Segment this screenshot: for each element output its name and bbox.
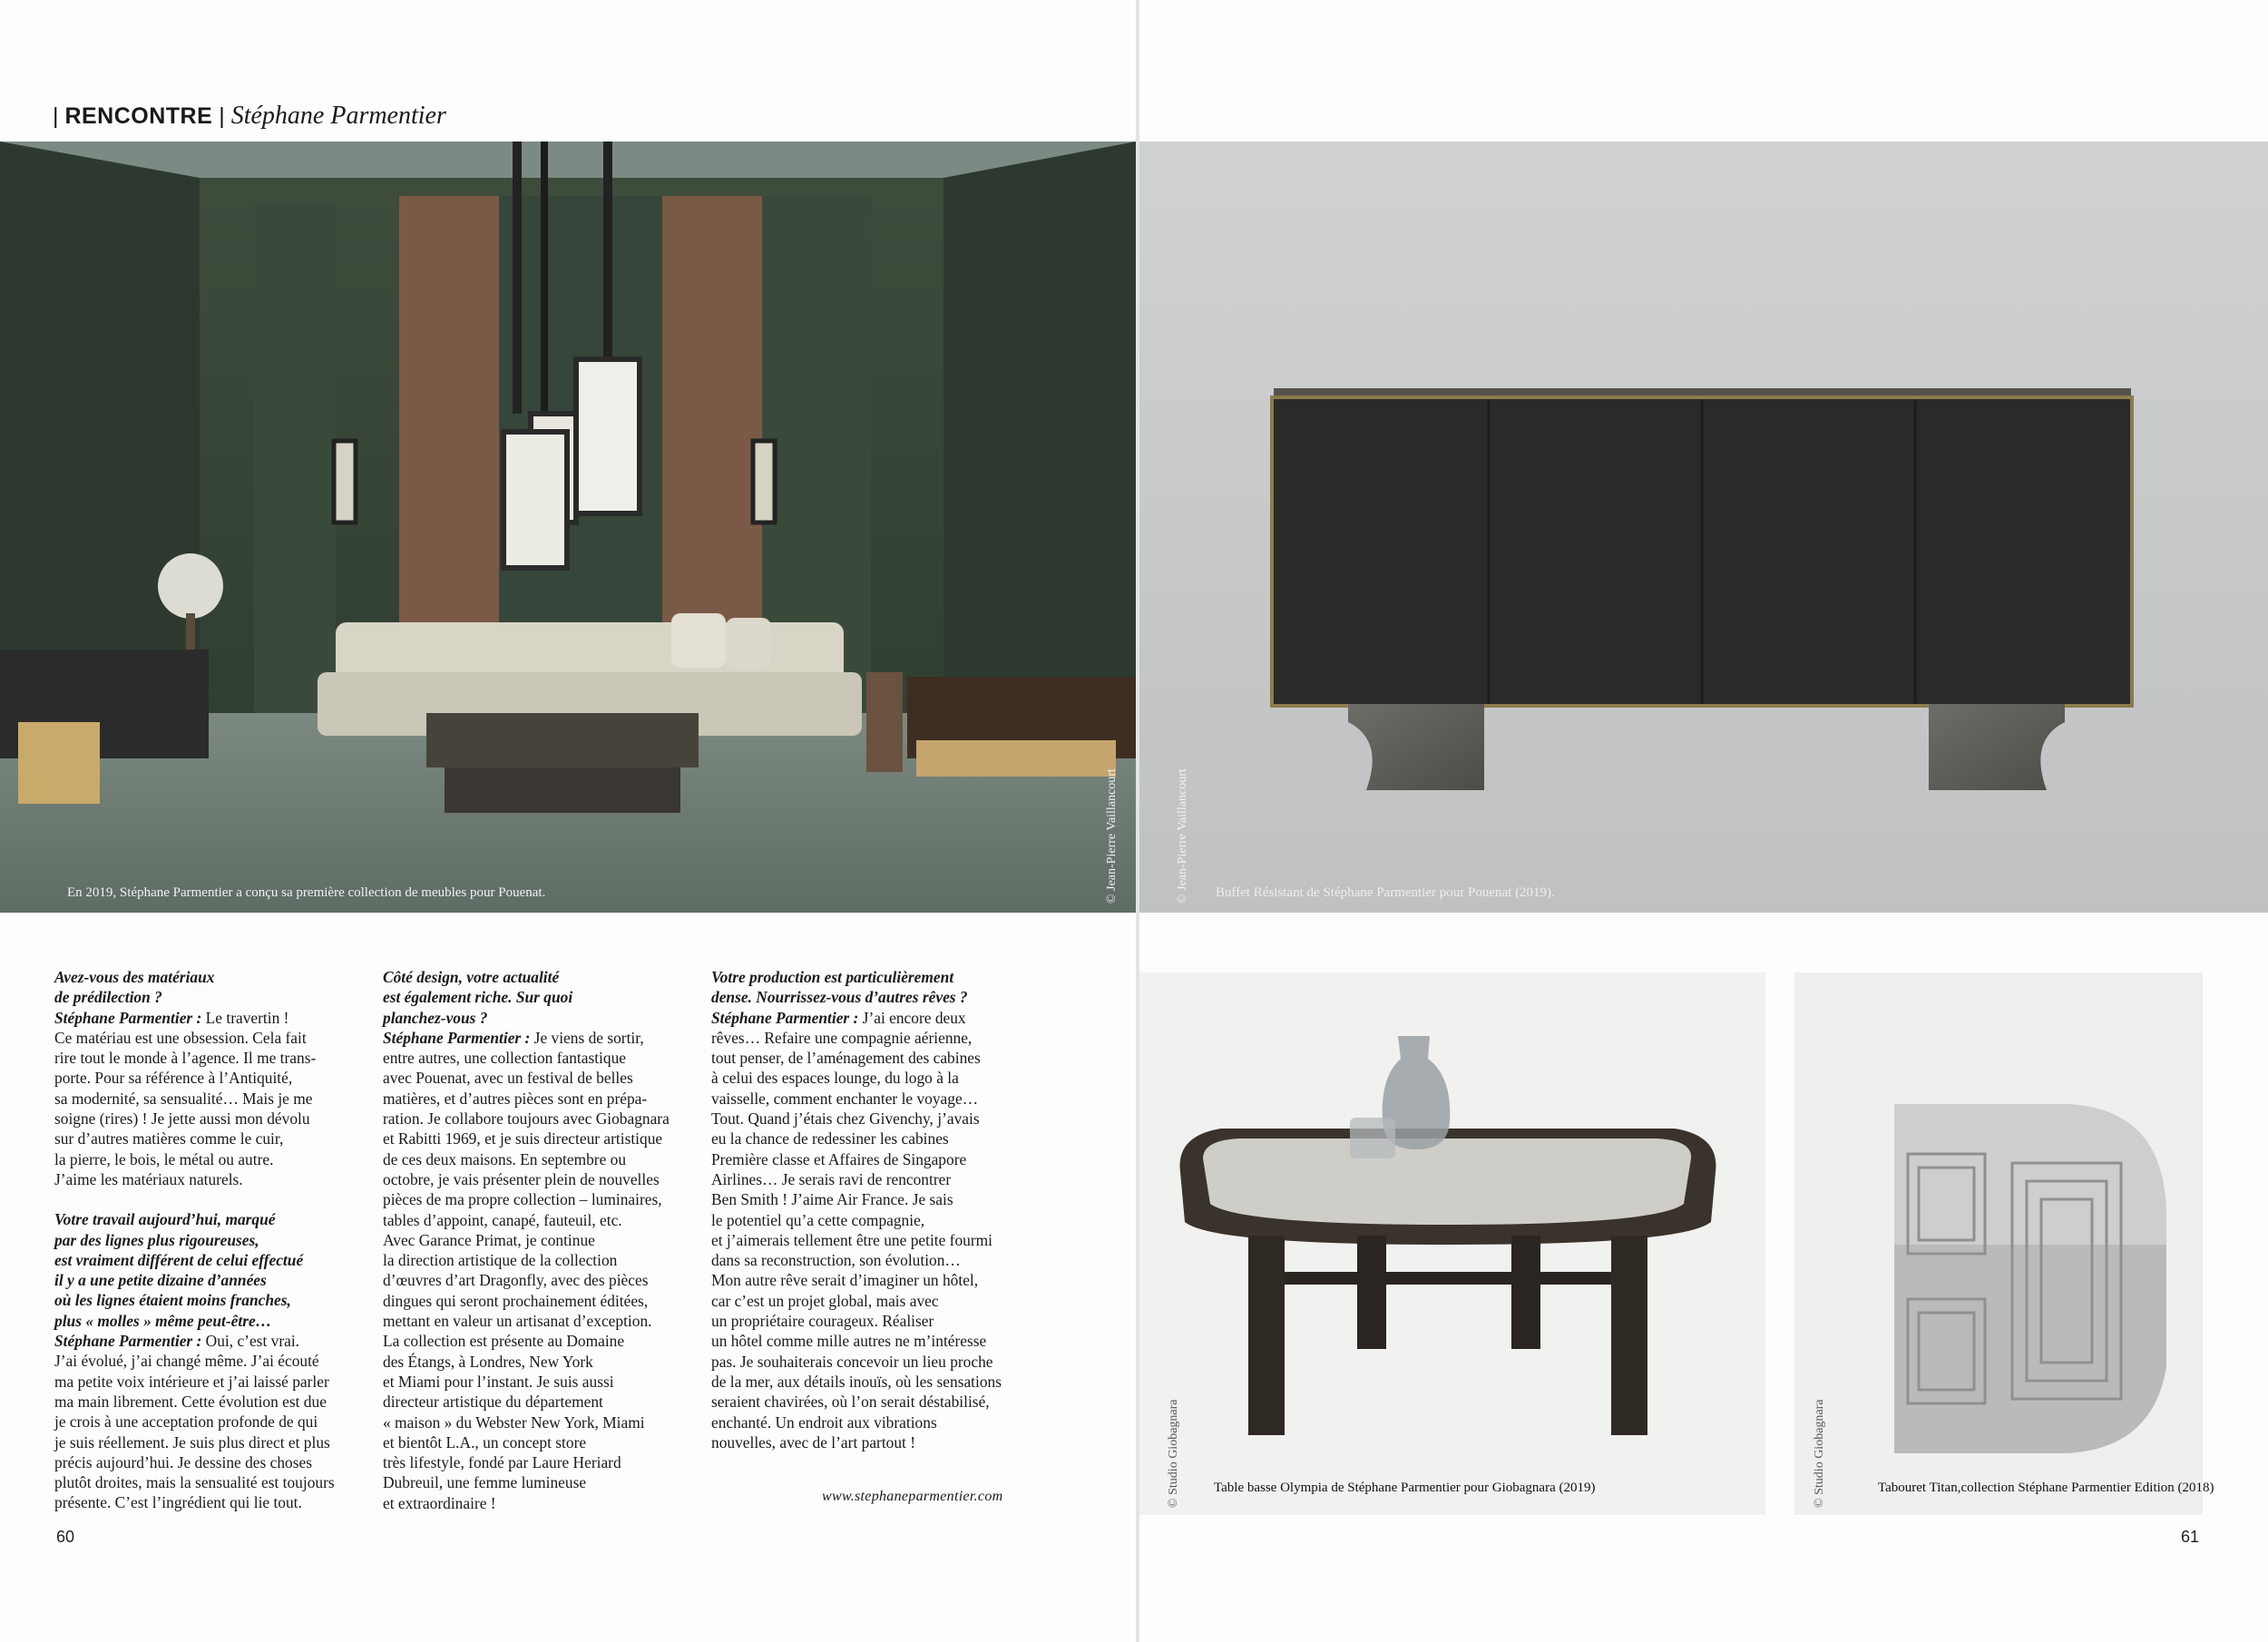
answer-2-line: je suis réellement. Je suis plus direct et plus — [54, 1432, 330, 1451]
speaker-label: Stéphane Parmentier : — [54, 1332, 202, 1351]
answer-4-line: nouvelles, avec de l’art partout ! — [711, 1432, 916, 1451]
answer-4-line: Ben Smith ! J’aime Air France. Je sais — [711, 1190, 953, 1209]
speaker-label: Stéphane Parmentier : — [383, 1028, 531, 1047]
answer-3-line: ration. Je collabore toujours avec Giobagnara — [383, 1109, 670, 1129]
answer-3-line: d’œuvres d’art Dragonfly, avec des pièces — [383, 1271, 649, 1290]
answer-4-line: et j’aimerais tellement être une petite fourmi — [711, 1230, 992, 1249]
answer-1-line: la pierre, le bois, le métal ou autre. — [54, 1149, 274, 1168]
question-2-line: Votre travail aujourd’hui, marqué — [54, 1210, 276, 1229]
answer-4-first-line — [711, 1008, 1056, 1028]
question-3-line: planchez-vous ? — [383, 1008, 488, 1027]
answer-3-line: dingues qui seront prochainement éditées, — [383, 1291, 649, 1310]
buffet-photo — [1139, 142, 2268, 913]
answer-3-line: La collection est présente au Domaine — [383, 1332, 625, 1351]
section-header — [53, 98, 446, 134]
table-photo-art — [1139, 972, 1765, 1515]
answer-3-line: très lifestyle, fondé par Laure Heriard — [383, 1453, 621, 1472]
answer-1-line: J’aime les matériaux naturels. — [54, 1169, 243, 1188]
header-section: RENCONTRE — [64, 103, 213, 129]
answer-4-line: enchanté. Un endroit aux vibrations — [711, 1412, 937, 1432]
question-2-line: où les lignes étaient moins franches, — [54, 1291, 291, 1310]
answer-2-line: présente. C’est l’ingrédient qui lie tout. — [54, 1493, 302, 1512]
answer-4-line: Première classe et Affaires de Singapore — [711, 1149, 967, 1168]
answer-3-line: Dubreuil, une femme lumineuse — [383, 1473, 587, 1492]
buffet-credit: © Jean-Pierre Vaillancourt — [1176, 768, 1189, 904]
question-2-line: est vraiment différent de celui effectué — [54, 1250, 304, 1269]
stool-photo-art — [1794, 972, 2203, 1515]
question-3-line: Côté design, votre actualité — [383, 968, 560, 986]
answer-1-line: porte. Pour sa référence à l’Antiquité, — [54, 1069, 293, 1088]
answer-3-lead: Je viens de sortir, — [530, 1028, 644, 1047]
answer-1-line: rire tout le monde à l’agence. Il me trans- — [54, 1049, 317, 1068]
answer-4-line: vaisselle, comment enchanter le voyage… — [711, 1089, 979, 1108]
answer-4-line: un propriétaire courageux. Réaliser — [711, 1312, 934, 1331]
answer-4-line: car c’est un projet global, mais avec — [711, 1291, 939, 1310]
answer-3-line: et bientôt L.A., un concept store — [383, 1432, 587, 1451]
question-3-line: est également riche. Sur quoi — [383, 988, 573, 1007]
speaker-label: Stéphane Parmentier : — [711, 1008, 859, 1027]
interior-photo-art — [0, 142, 1136, 913]
answer-3-line: octobre, je vais présenter plein de nouvelles — [383, 1169, 660, 1188]
answer-2-line: précis aujourd’hui. Je dessine des choses — [54, 1452, 312, 1471]
header-separator-2: | — [219, 103, 225, 129]
interior-credit: © Jean-Pierre Vaillancourt — [1105, 768, 1119, 904]
answer-3-line: matières, et d’autres pièces sont en prépa- — [383, 1089, 648, 1108]
answer-3-first-line — [383, 1028, 697, 1048]
question-1-line-1: Avez-vous des matériaux — [54, 968, 215, 986]
answer-3-line: des Étangs, à Londres, New York — [383, 1352, 593, 1371]
interior-caption: En 2019, Stéphane Parmentier a conçu sa première collection de meubles pour Pouenat. — [67, 885, 546, 900]
answer-1-first-line — [54, 1008, 368, 1028]
answer-1-line: sa modernité, sa sensualité… Mais je me — [54, 1089, 313, 1108]
question-2-line: il y a une petite dizaine d’années — [54, 1271, 267, 1290]
answer-3-line: et extraordinaire ! — [383, 1493, 496, 1512]
article-column-2 — [383, 967, 697, 1513]
answer-2-line: J’ai évolué, j’ai changé même. J’ai écouté — [54, 1352, 319, 1371]
question-1-line-2: de prédilection ? — [54, 988, 162, 1007]
answer-3-line: avec Pouenat, avec un festival de belles — [383, 1069, 633, 1088]
answer-1-line: soigne (rires) ! Je jette aussi mon dévolu — [54, 1109, 310, 1129]
answer-1-line: sur d’autres matières comme le cuir, — [54, 1129, 284, 1148]
answer-4-line: dans sa reconstruction, son évolution… — [711, 1251, 961, 1270]
answer-3-line: entre autres, une collection fantastique — [383, 1049, 626, 1068]
answer-4-line: à celui des espaces lounge, du logo à la — [711, 1069, 959, 1088]
page-number-left: 60 — [56, 1528, 75, 1546]
answer-4-line: de la mer, aux détails inouïs, où les sensations — [711, 1372, 1002, 1391]
answer-3-line: tables d’appoint, canapé, fauteuil, etc. — [383, 1210, 622, 1229]
answer-3-line: et Rabitti 1969, et je suis directeur artistique — [383, 1129, 663, 1148]
answer-2-line: ma petite voix intérieure et j’ai laissé parler — [54, 1372, 329, 1391]
answer-4-line: Airlines… Je serais ravi de rencontrer — [711, 1169, 952, 1188]
answer-4-line: eu la chance de redessiner les cabines — [711, 1129, 949, 1148]
right-page — [1139, 0, 2268, 1642]
table-caption: Table basse Olympia de Stéphane Parmentier pour Giobagnara (2019) — [1214, 1481, 1596, 1495]
answer-2-line: ma main librement. Cette évolution est due — [54, 1392, 327, 1411]
answer-4-line: pas. Je souhaiterais concevoir un lieu proche — [711, 1352, 993, 1371]
stool-caption: Tabouret Titan,collection Stéphane Parmentier Edition (2018) — [1878, 1481, 2214, 1495]
answer-4-line: Tout. Quand j’étais chez Givenchy, j’avais — [711, 1109, 980, 1129]
stool-photo — [1794, 972, 2203, 1515]
answer-1-line: Ce matériau est une obsession. Cela fait — [54, 1028, 307, 1047]
header-subject: Stéphane Parmentier — [230, 102, 446, 130]
answer-3-line: mettant en valeur un artisanat d’exception. — [383, 1312, 652, 1331]
answer-4-line: un hôtel comme mille autres ne m’intéresse — [711, 1332, 987, 1351]
answer-3-line: pièces de ma propre collection – luminaires, — [383, 1190, 662, 1209]
table-credit: © Studio Giobagnara — [1167, 1399, 1180, 1508]
answer-3-line: de ces deux maisons. En septembre ou — [383, 1149, 627, 1168]
question-2-line: plus « molles » même peut-être… — [54, 1311, 272, 1330]
answer-4-line: seraient chavirées, où l’on serait déstabilisé, — [711, 1393, 990, 1412]
header-separator: | — [53, 103, 59, 129]
answer-2-first-line — [54, 1331, 368, 1351]
question-4-line: Votre production est particulièrement — [711, 968, 954, 986]
buffet-caption: Buffet Résistant de Stéphane Parmentier pour Pouenat (2019). — [1216, 885, 1555, 900]
question-4-line: dense. Nourrissez-vous d’autres rêves ? — [711, 988, 968, 1007]
question-2-line: par des lignes plus rigoureuses, — [54, 1230, 259, 1249]
answer-1-lead: Le travertin ! — [201, 1008, 289, 1027]
answer-3-line: « maison » du Webster New York, Miami — [383, 1412, 645, 1432]
buffet-photo-art — [1139, 142, 2268, 913]
stool-credit: © Studio Giobagnara — [1813, 1399, 1826, 1508]
answer-4-line: tout penser, de l’aménagement des cabines — [711, 1049, 981, 1068]
answer-4-line: rêves… Refaire une compagnie aérienne, — [711, 1028, 973, 1047]
speaker-label: Stéphane Parmentier : — [54, 1008, 202, 1027]
answer-3-line: et Miami pour l’instant. Je suis aussi — [383, 1372, 614, 1391]
website-link[interactable]: www.stephaneparmentier.com — [822, 1489, 1003, 1504]
article-column-1 — [54, 967, 368, 1513]
article-column-3 — [711, 967, 1056, 1452]
answer-2-line: plutôt droites, mais la sensualité est toujours — [54, 1473, 335, 1492]
answer-3-line: directeur artistique du département — [383, 1393, 603, 1412]
answer-4-lead: J’ai encore deux — [858, 1008, 966, 1027]
page-number-right: 61 — [2181, 1528, 2200, 1546]
answer-3-line: la direction artistique de la collection — [383, 1251, 618, 1270]
answer-4-line: le potentiel qu’a cette compagnie, — [711, 1210, 925, 1229]
answer-2-lead: Oui, c’est vrai. — [201, 1332, 300, 1351]
table-photo — [1139, 972, 1765, 1515]
interior-photo — [0, 142, 1136, 913]
answer-3-line: Avec Garance Primat, je continue — [383, 1230, 595, 1249]
answer-2-line: je crois à une acceptation profonde de qui — [54, 1412, 318, 1432]
answer-4-line: Mon autre rêve serait d’imaginer un hôtel, — [711, 1271, 979, 1290]
